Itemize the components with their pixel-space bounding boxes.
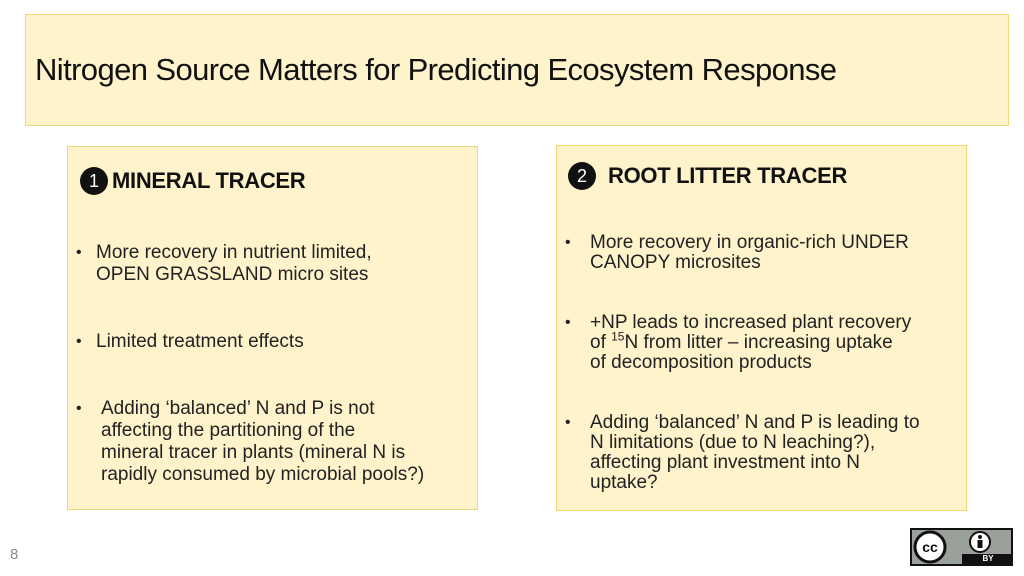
mineral-tracer-label: MINERAL TRACER xyxy=(112,168,306,193)
root-litter-tracer-panel xyxy=(556,145,967,511)
bullet-item xyxy=(565,413,963,493)
text-prefix: of xyxy=(590,332,612,353)
bullet-line: mineral tracer in plants (mineral N is xyxy=(101,442,406,463)
bullet-line: N limitations (due to N leaching?), xyxy=(590,432,876,453)
bullet-line: More recovery in organic-rich UNDER xyxy=(590,232,909,253)
bullet-item xyxy=(76,331,471,353)
bullet-line: Adding ‘balanced’ N and P is leading to xyxy=(590,412,920,433)
bullet-line: Adding ‘balanced’ N and P is not xyxy=(101,398,375,419)
bullet-icon: • xyxy=(565,314,571,331)
slide-number: 8 xyxy=(10,546,19,563)
cc-by-label: BY xyxy=(982,554,994,563)
bullet-icon: • xyxy=(565,414,571,431)
bullet-line: affecting the partitioning of the xyxy=(101,420,356,441)
bullet-line xyxy=(590,329,963,353)
bullet-line: of decomposition products xyxy=(590,352,812,373)
text-suffix: N from litter – increasing uptake xyxy=(624,332,893,353)
bullet-item xyxy=(565,233,963,273)
bullet-icon: • xyxy=(76,400,82,417)
bullet-line: More recovery in nutrient limited, xyxy=(96,242,372,263)
root-litter-tracer-heading xyxy=(568,162,847,190)
mineral-tracer-heading xyxy=(80,167,305,195)
title-bar xyxy=(25,14,1009,126)
bullet-icon: • xyxy=(76,333,82,350)
number-two-icon: 2 xyxy=(568,162,596,190)
bullet-line: rapidly consumed by microbial pools?) xyxy=(101,464,425,485)
bullet-line: CANOPY microsites xyxy=(590,252,761,273)
bullet-line: uptake? xyxy=(590,472,658,493)
bullet-item xyxy=(76,242,471,286)
bullet-item xyxy=(565,313,963,373)
mineral-tracer-panel xyxy=(67,146,478,510)
number-one-icon: 1 xyxy=(80,167,108,195)
slide-title: Nitrogen Source Matters for Predicting Ecosystem Response xyxy=(35,52,837,87)
root-litter-tracer-label: ROOT LITTER TRACER xyxy=(608,163,848,188)
bullet-line: OPEN GRASSLAND micro sites xyxy=(96,264,369,285)
bullet-icon: • xyxy=(565,234,571,251)
cc-label: cc xyxy=(922,539,938,555)
bullet-line: +NP leads to increased plant recovery xyxy=(590,312,912,333)
cc-by-license-badge[interactable] xyxy=(910,528,1013,566)
bullet-icon: • xyxy=(76,244,82,261)
bullet-line: Limited treatment effects xyxy=(96,331,304,352)
isotope-superscript: 15 xyxy=(611,329,625,344)
bullet-line: affecting plant investment into N xyxy=(590,452,861,473)
bullet-item xyxy=(76,398,471,486)
